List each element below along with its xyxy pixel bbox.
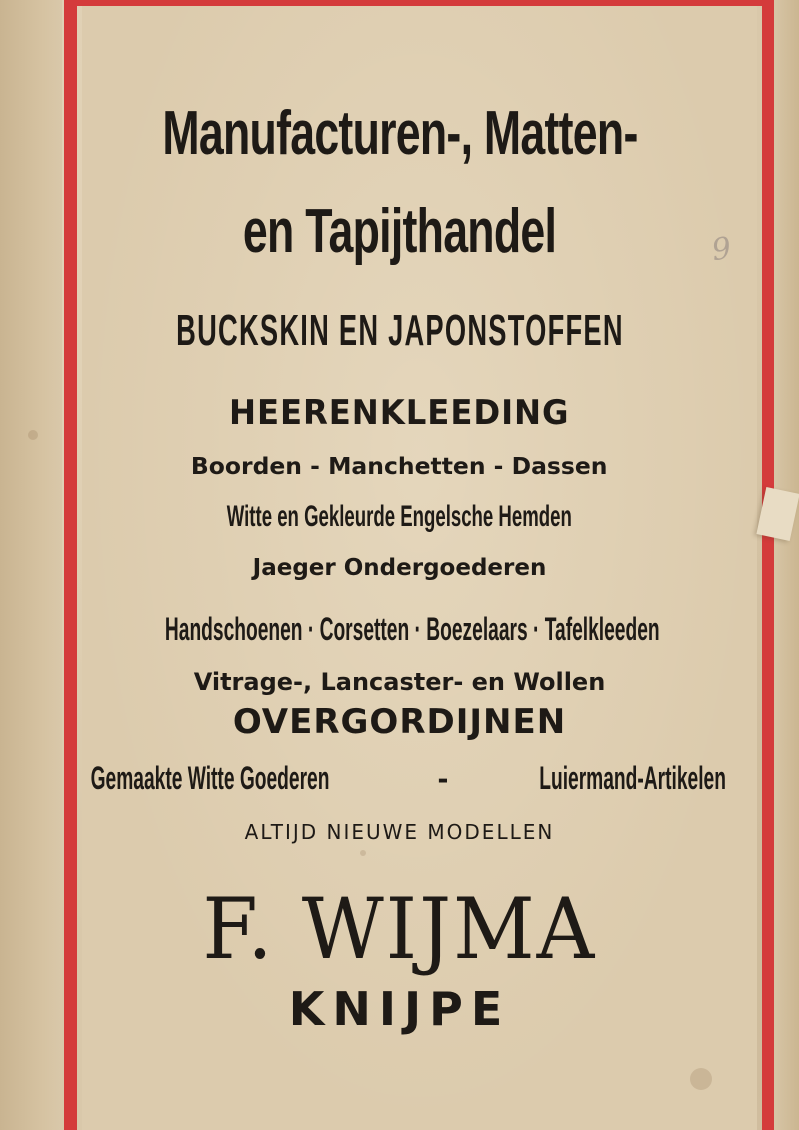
- gemaakte-right: Luiermand-Artikelen: [539, 760, 727, 796]
- product-line-gemaakte: [0, 760, 799, 797]
- gemaakte-separator: -: [437, 760, 449, 796]
- merchant-town: KNIJPE: [288, 982, 511, 1036]
- product-line-handschoenen: Handschoenen · Corsetten · Boezelaars · Tafelkleeden: [164, 611, 660, 647]
- section-title: HEERENKLEEDING: [229, 393, 570, 433]
- subheading: BUCKSKIN EN JAPONSTOFFEN: [175, 306, 624, 355]
- product-line-overgordijnen: OVERGORDIJNEN: [232, 702, 567, 742]
- product-line-vitrage: Vitrage-, Lancaster- en Wollen: [193, 668, 606, 696]
- product-line-jaeger: Jaeger Ondergoederen: [252, 555, 547, 581]
- stain: [690, 1068, 712, 1090]
- product-line-boorden: Boorden - Manchetten - Dassen: [191, 454, 608, 480]
- tagline-altijd: ALTIJD NIEUWE MODELLEN: [244, 820, 555, 844]
- heading-line-2: en Tapijthandel: [242, 197, 557, 266]
- heading-line-1: Manufacturen-, Matten-: [161, 99, 638, 168]
- stain: [360, 850, 366, 856]
- merchant-name: F. WIJMA: [202, 880, 597, 978]
- pencil-annotation: 9: [709, 230, 734, 269]
- product-line-witte: Witte en Gekleurde Engelsche Hemden: [226, 500, 573, 533]
- gemaakte-left: Gemaakte Witte Goederen: [90, 760, 330, 796]
